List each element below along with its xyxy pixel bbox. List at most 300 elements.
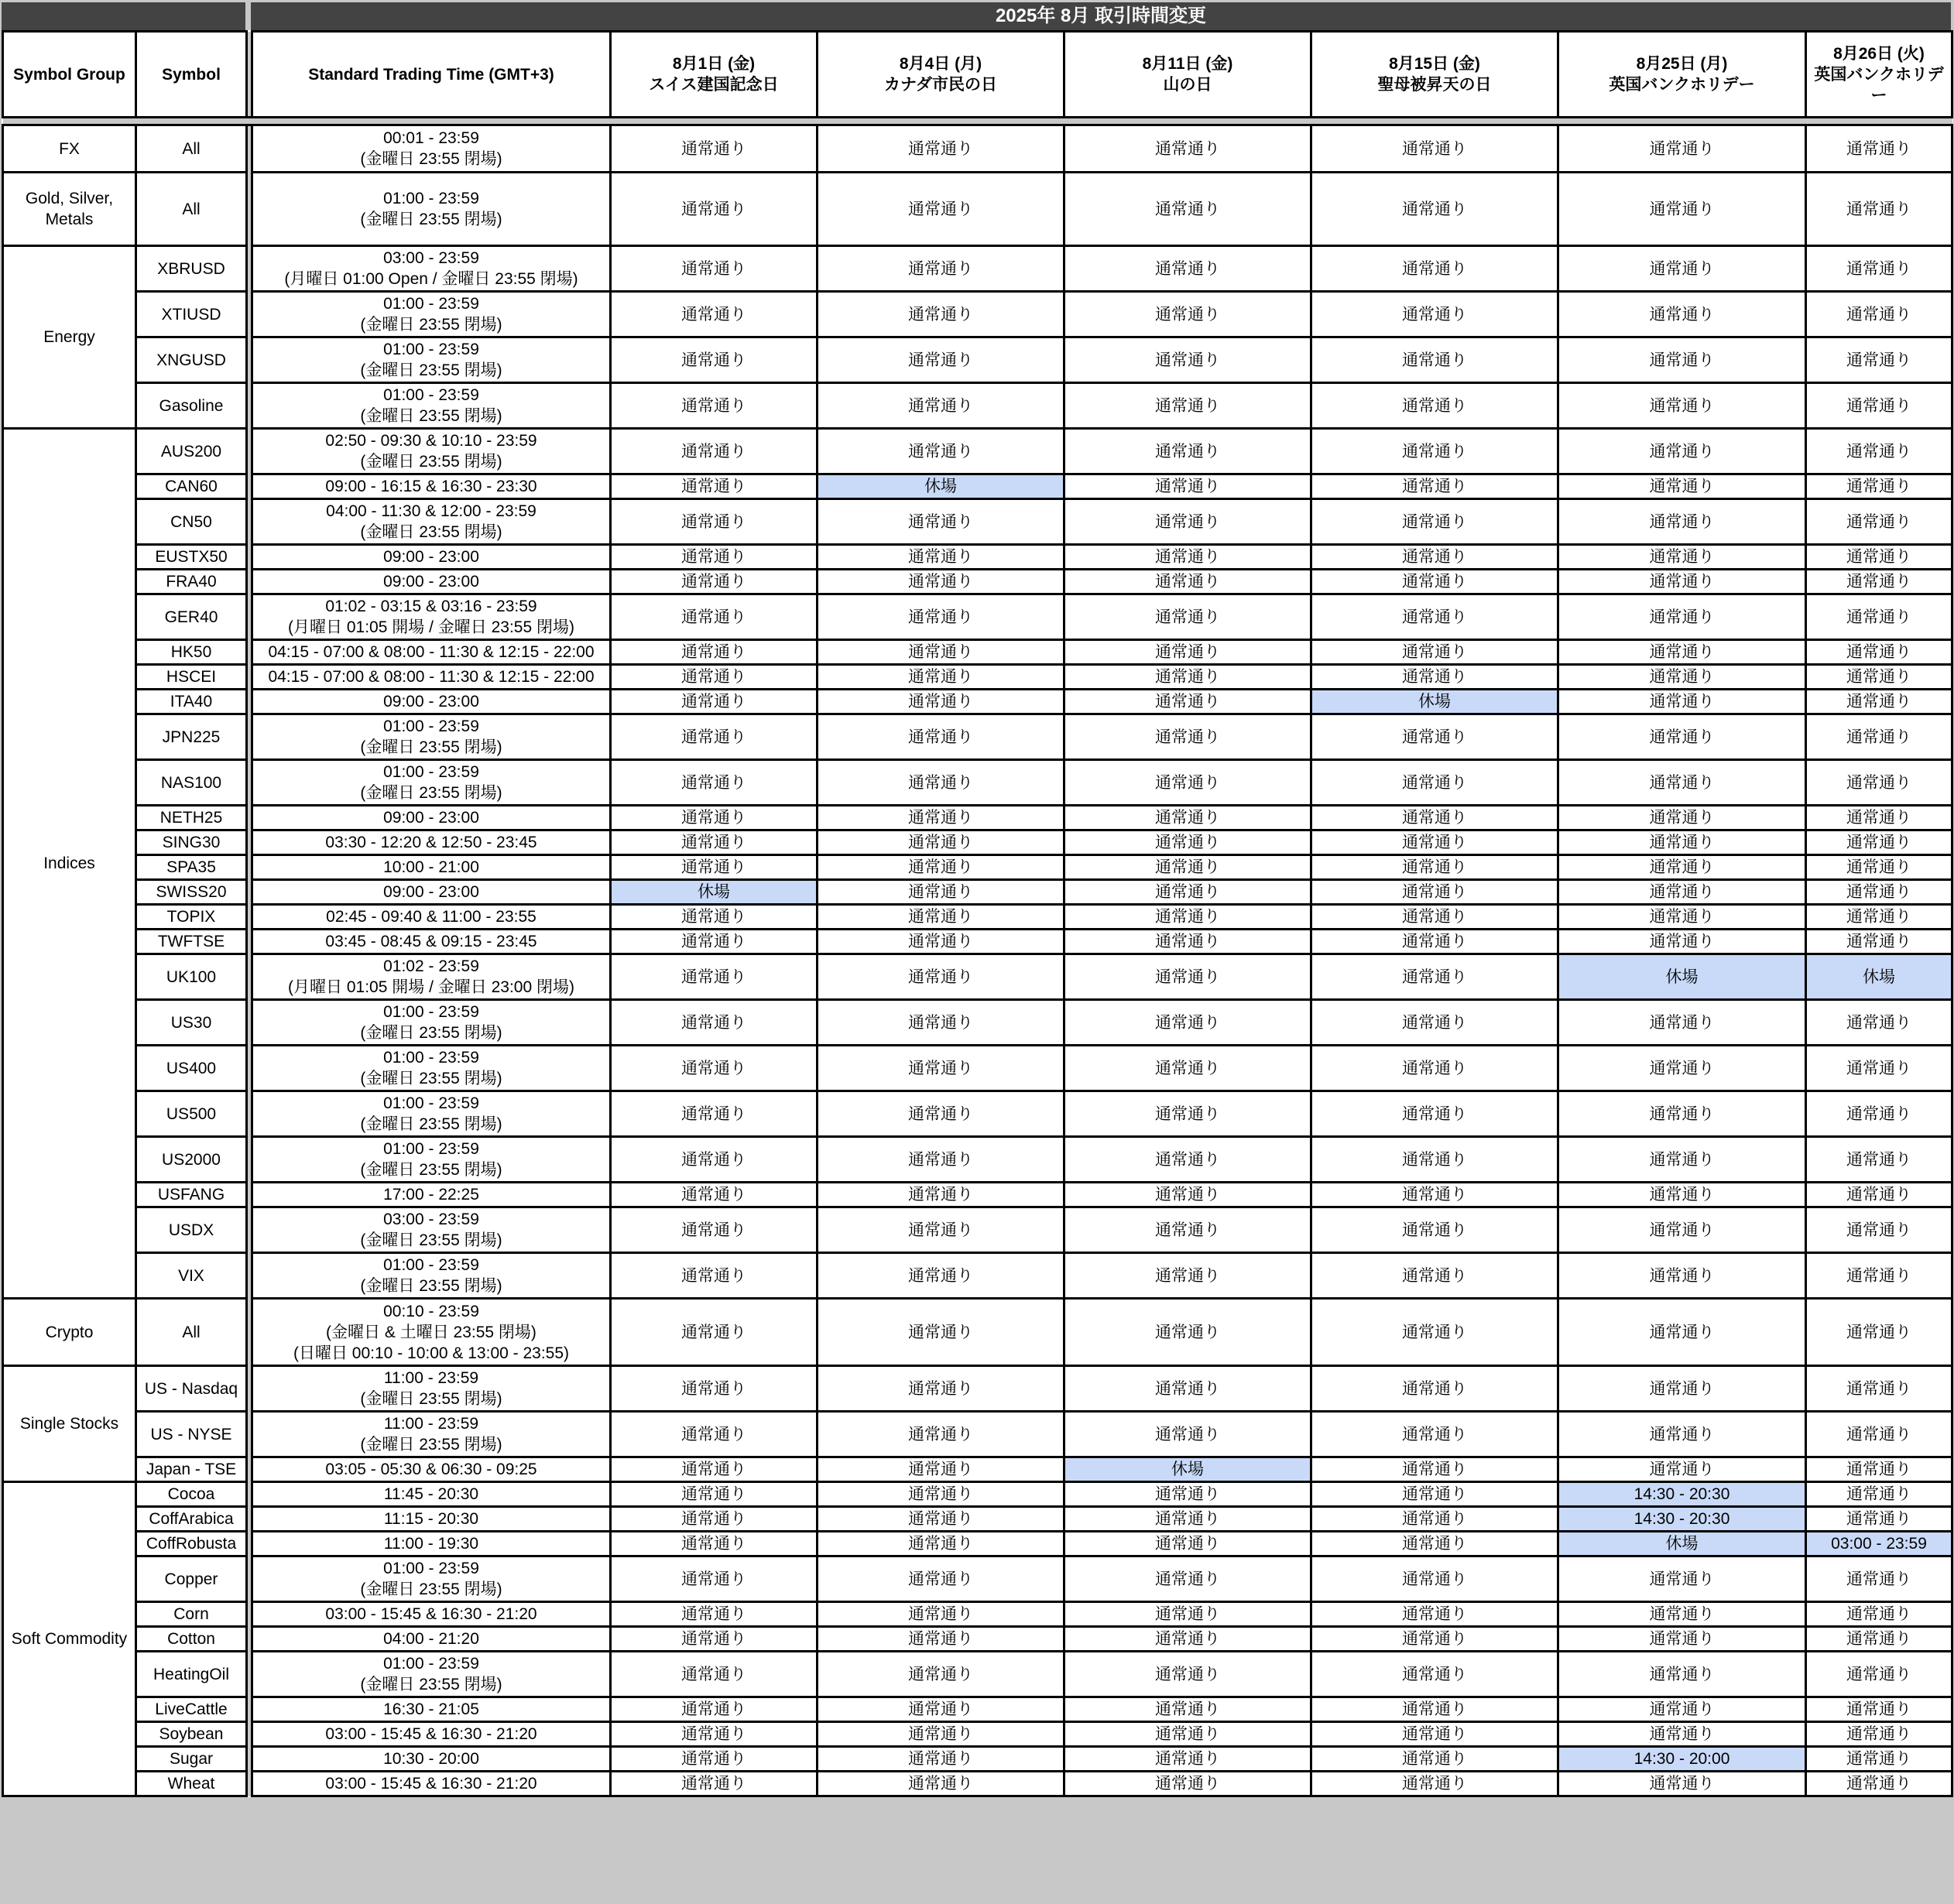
holiday-status-cell: 通常通り <box>1558 1137 1806 1183</box>
standard-time-line: (金曜日 23:55 閉場) <box>360 738 502 756</box>
table-row <box>3 806 1952 830</box>
holiday-date: 8月26日 (火) <box>1833 44 1925 63</box>
standard-time-cell <box>252 1772 611 1796</box>
symbol-cell: TOPIX <box>136 905 247 930</box>
holiday-status-cell: 通常通り <box>611 1652 818 1697</box>
holiday-status-cell: 通常通り <box>818 1722 1064 1747</box>
holiday-status-cell: 通常通り <box>1558 930 1806 954</box>
column-divider <box>247 1747 252 1772</box>
symbol-cell: XNGUSD <box>136 337 247 383</box>
column-divider <box>247 1137 252 1183</box>
symbol-cell: XBRUSD <box>136 246 247 292</box>
holiday-status-cell: 通常通り <box>1558 1253 1806 1299</box>
standard-time-cell <box>252 880 611 905</box>
holiday-status-cell: 通常通り <box>611 640 818 665</box>
holiday-status-cell: 通常通り <box>818 690 1064 714</box>
standard-time-line: 03:05 - 05:30 & 06:30 - 09:25 <box>325 1461 537 1478</box>
holiday-status-cell: 通常通り <box>1558 1722 1806 1747</box>
standard-time-line: 09:00 - 23:00 <box>383 693 479 711</box>
header-divider <box>3 118 1952 125</box>
holiday-status-cell: 通常通り <box>1311 1747 1558 1772</box>
standard-time-cell <box>252 337 611 383</box>
table-row <box>3 1046 1952 1091</box>
column-divider <box>247 640 252 665</box>
holiday-status-cell: 通常通り <box>611 1556 818 1602</box>
holiday-status-cell: 通常通り <box>611 1412 818 1457</box>
standard-time-line: (金曜日 23:55 閉場) <box>360 523 502 541</box>
holiday-status-cell: 通常通り <box>818 830 1064 855</box>
trading-hours-table <box>2 30 1953 1797</box>
holiday-status-cell: 通常通り <box>1806 1000 1952 1046</box>
standard-time-line: 01:02 - 03:15 & 03:16 - 23:59 <box>325 598 537 615</box>
holiday-status-cell: 通常通り <box>1806 1457 1952 1482</box>
table-row <box>3 1299 1952 1366</box>
holiday-status-cell: 通常通り <box>818 880 1064 905</box>
header-holiday-6 <box>1806 32 1952 118</box>
holiday-date: 8月11日 (金) <box>1142 55 1233 73</box>
table-row <box>3 1253 1952 1299</box>
table-row <box>3 545 1952 570</box>
standard-time-line: (金曜日 23:55 閉場) <box>360 1231 502 1249</box>
holiday-status-cell: 通常通り <box>1311 1137 1558 1183</box>
standard-time-line: 09:00 - 23:00 <box>383 573 479 591</box>
holiday-status-cell: 通常通り <box>1064 1091 1311 1137</box>
column-divider <box>247 855 252 880</box>
holiday-status-cell: 通常通り <box>818 429 1064 474</box>
holiday-status-cell: 通常通り <box>1064 1137 1311 1183</box>
holiday-status-cell: 通常通り <box>1806 1091 1952 1137</box>
column-divider <box>247 830 252 855</box>
holiday-status-cell: 通常通り <box>1806 880 1952 905</box>
holiday-status-cell: 通常通り <box>818 1652 1064 1697</box>
holiday-status-cell: 通常通り <box>1311 905 1558 930</box>
header-holiday-2 <box>818 32 1064 118</box>
holiday-status-cell: 通常通り <box>818 1366 1064 1412</box>
standard-time-cell <box>252 1627 611 1652</box>
standard-time-line: (金曜日 23:55 閉場) <box>360 1070 502 1087</box>
standard-time-line: 09:00 - 23:00 <box>383 548 479 566</box>
holiday-name: 英国バンクホリデー <box>1609 76 1755 94</box>
column-divider <box>247 954 252 1000</box>
standard-time-line: 01:00 - 23:59 <box>383 190 479 207</box>
column-divider <box>247 499 252 545</box>
column-divider <box>247 665 252 690</box>
holiday-status-changed: 休場 <box>818 474 1064 499</box>
holiday-status-changed: 03:00 - 23:59 <box>1806 1532 1952 1556</box>
holiday-status-cell: 通常通り <box>1558 1183 1806 1207</box>
table-row <box>3 830 1952 855</box>
table-row <box>3 1652 1952 1697</box>
holiday-status-cell: 通常通り <box>1064 640 1311 665</box>
standard-time-cell <box>252 173 611 246</box>
holiday-status-cell: 通常通り <box>1558 173 1806 246</box>
symbol-cell: EUSTX50 <box>136 545 247 570</box>
holiday-status-cell: 通常通り <box>1806 640 1952 665</box>
symbol-cell: Gasoline <box>136 383 247 429</box>
holiday-status-cell: 通常通り <box>1064 1507 1311 1532</box>
table-row <box>3 1482 1952 1507</box>
holiday-status-cell: 通常通り <box>611 1722 818 1747</box>
holiday-status-cell: 通常通り <box>611 1627 818 1652</box>
holiday-status-cell: 通常通り <box>818 1457 1064 1482</box>
holiday-status-cell: 通常通り <box>611 1299 818 1366</box>
holiday-status-cell: 通常通り <box>818 570 1064 594</box>
holiday-status-cell: 通常通り <box>611 429 818 474</box>
holiday-status-cell: 通常通り <box>1558 246 1806 292</box>
symbol-cell: US - NYSE <box>136 1412 247 1457</box>
standard-time-cell <box>252 930 611 954</box>
symbol-group-cell: Crypto <box>3 1299 136 1366</box>
symbol-cell: Corn <box>136 1602 247 1627</box>
holiday-status-cell: 通常通り <box>1311 954 1558 1000</box>
table-row <box>3 930 1952 954</box>
holiday-status-cell: 通常通り <box>611 337 818 383</box>
standard-time-cell <box>252 1722 611 1747</box>
holiday-status-cell: 通常通り <box>1064 429 1311 474</box>
holiday-status-cell: 通常通り <box>1064 292 1311 337</box>
table-row <box>3 125 1952 173</box>
standard-time-cell <box>252 690 611 714</box>
standard-time-cell <box>252 1602 611 1627</box>
holiday-status-cell: 通常通り <box>1558 429 1806 474</box>
holiday-status-cell: 通常通り <box>1311 429 1558 474</box>
holiday-status-cell: 通常通り <box>818 1747 1064 1772</box>
holiday-status-cell: 通常通り <box>818 499 1064 545</box>
holiday-status-cell: 通常通り <box>1558 1207 1806 1253</box>
holiday-status-cell: 通常通り <box>611 1046 818 1091</box>
holiday-status-changed: 休場 <box>1806 954 1952 1000</box>
holiday-status-cell: 通常通り <box>1311 337 1558 383</box>
holiday-status-cell: 通常通り <box>1064 1602 1311 1627</box>
symbol-cell: GER40 <box>136 594 247 640</box>
holiday-status-changed: 休場 <box>1558 1532 1806 1556</box>
symbol-cell: Cocoa <box>136 1482 247 1507</box>
symbol-cell: SPA35 <box>136 855 247 880</box>
holiday-status-cell: 通常通り <box>818 954 1064 1000</box>
holiday-date: 8月4日 (月) <box>899 55 982 73</box>
column-divider <box>247 1772 252 1796</box>
holiday-status-cell: 通常通り <box>1311 1457 1558 1482</box>
symbol-cell: US30 <box>136 1000 247 1046</box>
holiday-status-cell: 通常通り <box>1064 806 1311 830</box>
holiday-status-cell: 通常通り <box>1806 1652 1952 1697</box>
standard-time-line: (日曜日 00:10 - 10:00 & 13:00 - 23:55) <box>293 1344 570 1362</box>
holiday-status-cell: 通常通り <box>1806 1556 1952 1602</box>
symbol-cell: All <box>136 1299 247 1366</box>
symbol-cell: CN50 <box>136 499 247 545</box>
column-divider <box>247 32 252 118</box>
holiday-status-cell: 通常通り <box>1558 806 1806 830</box>
holiday-name: 英国バンクホリデー <box>1814 65 1944 104</box>
symbol-cell: Copper <box>136 1556 247 1602</box>
holiday-status-cell: 通常通り <box>611 954 818 1000</box>
holiday-status-cell: 通常通り <box>1311 545 1558 570</box>
holiday-date: 8月25日 (月) <box>1636 55 1728 73</box>
holiday-status-cell: 通常通り <box>1558 1091 1806 1137</box>
table-row <box>3 760 1952 806</box>
standard-time-line: 01:00 - 23:59 <box>383 386 479 404</box>
holiday-status-cell: 通常通り <box>1558 1299 1806 1366</box>
standard-time-cell <box>252 665 611 690</box>
holiday-status-cell: 通常通り <box>1806 383 1952 429</box>
symbol-cell: US - Nasdaq <box>136 1366 247 1412</box>
holiday-status-cell: 通常通り <box>1311 383 1558 429</box>
holiday-status-cell: 通常通り <box>1558 499 1806 545</box>
holiday-status-cell: 通常通り <box>611 1207 818 1253</box>
holiday-status-cell: 通常通り <box>818 905 1064 930</box>
standard-time-line: 00:01 - 23:59 <box>383 129 479 147</box>
standard-time-cell <box>252 830 611 855</box>
holiday-status-cell: 通常通り <box>1558 640 1806 665</box>
table-row <box>3 640 1952 665</box>
standard-time-line: 11:15 - 20:30 <box>383 1510 479 1528</box>
holiday-status-cell: 通常通り <box>818 714 1064 760</box>
header-holiday-5 <box>1558 32 1806 118</box>
standard-time-cell <box>252 1507 611 1532</box>
holiday-status-cell: 通常通り <box>1064 173 1311 246</box>
holiday-status-cell: 通常通り <box>818 1000 1064 1046</box>
holiday-status-cell: 通常通り <box>1064 1697 1311 1722</box>
symbol-cell: JPN225 <box>136 714 247 760</box>
holiday-status-cell: 通常通り <box>818 855 1064 880</box>
holiday-status-cell: 通常通り <box>1311 1532 1558 1556</box>
table-row <box>3 1183 1952 1207</box>
holiday-status-cell: 通常通り <box>1806 570 1952 594</box>
holiday-status-cell: 通常通り <box>1311 806 1558 830</box>
holiday-status-cell: 通常通り <box>1064 830 1311 855</box>
holiday-status-cell: 通常通り <box>1558 1652 1806 1697</box>
column-divider <box>247 429 252 474</box>
standard-time-line: 03:00 - 23:59 <box>383 249 479 267</box>
holiday-status-cell: 通常通り <box>611 246 818 292</box>
column-divider <box>247 474 252 499</box>
column-divider <box>247 1532 252 1556</box>
standard-time-cell <box>252 640 611 665</box>
standard-time-cell <box>252 429 611 474</box>
symbol-cell: HeatingOil <box>136 1652 247 1697</box>
holiday-status-cell: 通常通り <box>1311 1207 1558 1253</box>
holiday-status-cell: 通常通り <box>1558 830 1806 855</box>
symbol-cell: FRA40 <box>136 570 247 594</box>
holiday-status-cell: 通常通り <box>1558 292 1806 337</box>
holiday-status-cell: 通常通り <box>1064 1482 1311 1507</box>
holiday-status-changed: 14:30 - 20:30 <box>1558 1507 1806 1532</box>
holiday-status-cell: 通常通り <box>1806 1412 1952 1457</box>
holiday-status-cell: 通常通り <box>1064 1299 1311 1366</box>
holiday-status-cell: 通常通り <box>1311 930 1558 954</box>
holiday-status-cell: 通常通り <box>1311 1183 1558 1207</box>
holiday-status-cell: 通常通り <box>818 1556 1064 1602</box>
holiday-status-cell: 通常通り <box>611 1602 818 1627</box>
standard-time-cell <box>252 1652 611 1697</box>
holiday-status-cell: 通常通り <box>1311 714 1558 760</box>
holiday-status-cell: 通常通り <box>611 855 818 880</box>
standard-time-cell <box>252 1482 611 1507</box>
column-divider <box>247 1253 252 1299</box>
holiday-name: 聖母被昇天の日 <box>1377 76 1492 94</box>
holiday-status-cell: 通常通り <box>818 1627 1064 1652</box>
standard-time-cell <box>252 1412 611 1457</box>
standard-time-line: 03:30 - 12:20 & 12:50 - 23:45 <box>325 834 537 851</box>
standard-time-line: 00:10 - 23:59 <box>383 1302 479 1320</box>
holiday-status-cell: 通常通り <box>818 1183 1064 1207</box>
holiday-status-cell: 通常通り <box>1558 665 1806 690</box>
symbol-cell: VIX <box>136 1253 247 1299</box>
holiday-status-cell: 通常通り <box>1311 855 1558 880</box>
holiday-status-cell: 通常通り <box>611 1507 818 1532</box>
holiday-status-cell: 通常通り <box>1064 1627 1311 1652</box>
standard-time-cell <box>252 1091 611 1137</box>
holiday-status-cell: 通常通り <box>1064 930 1311 954</box>
table-row <box>3 1137 1952 1183</box>
holiday-status-cell: 通常通り <box>1806 1207 1952 1253</box>
holiday-status-cell: 通常通り <box>1064 570 1311 594</box>
holiday-status-cell: 通常通り <box>1311 125 1558 173</box>
holiday-status-cell: 通常通り <box>818 1046 1064 1091</box>
holiday-status-cell: 通常通り <box>1311 1722 1558 1747</box>
holiday-status-cell: 通常通り <box>1064 905 1311 930</box>
column-divider <box>247 125 252 173</box>
table-row <box>3 429 1952 474</box>
standard-time-line: (月曜日 01:05 開場 / 金曜日 23:00 閉場) <box>288 978 574 996</box>
symbol-cell: US400 <box>136 1046 247 1091</box>
holiday-status-cell: 通常通り <box>1311 246 1558 292</box>
holiday-status-cell: 通常通り <box>1311 1507 1558 1532</box>
holiday-status-cell: 通常通り <box>1311 1772 1558 1796</box>
symbol-group-cell: Indices <box>3 429 136 1299</box>
standard-time-line: 09:00 - 16:15 & 16:30 - 23:30 <box>325 478 537 495</box>
holiday-status-cell: 通常通り <box>818 640 1064 665</box>
standard-time-line: 11:45 - 20:30 <box>383 1485 479 1503</box>
table-row <box>3 1747 1952 1772</box>
standard-time-line: 17:00 - 22:25 <box>383 1186 479 1204</box>
holiday-status-cell: 通常通り <box>1806 246 1952 292</box>
symbol-cell: US500 <box>136 1091 247 1137</box>
holiday-status-cell: 通常通り <box>1558 1627 1806 1652</box>
holiday-status-cell: 通常通り <box>611 830 818 855</box>
standard-time-line: (月曜日 01:05 開場 / 金曜日 23:55 閉場) <box>288 618 574 636</box>
holiday-status-cell: 通常通り <box>611 292 818 337</box>
holiday-status-cell: 通常通り <box>611 930 818 954</box>
symbol-cell: UK100 <box>136 954 247 1000</box>
standard-time-cell <box>252 292 611 337</box>
standard-time-line: (金曜日 23:55 閉場) <box>360 361 502 379</box>
holiday-status-cell: 通常通り <box>1558 1697 1806 1722</box>
holiday-status-cell: 通常通り <box>1311 1253 1558 1299</box>
table-row <box>3 880 1952 905</box>
holiday-status-cell: 通常通り <box>1064 337 1311 383</box>
symbol-cell: XTIUSD <box>136 292 247 337</box>
table-row <box>3 1772 1952 1796</box>
standard-time-cell <box>252 855 611 880</box>
standard-time-line: 03:00 - 15:45 & 16:30 - 21:20 <box>325 1725 537 1743</box>
standard-time-cell <box>252 954 611 1000</box>
holiday-status-cell: 通常通り <box>1558 714 1806 760</box>
holiday-status-cell: 通常通り <box>1558 1000 1806 1046</box>
standard-time-line: 01:00 - 23:59 <box>383 1655 479 1673</box>
table-body <box>3 125 1952 1796</box>
holiday-status-cell: 通常通り <box>1806 173 1952 246</box>
standard-time-line: 16:30 - 21:05 <box>383 1700 479 1718</box>
column-divider <box>247 1602 252 1627</box>
holiday-status-cell: 通常通り <box>1311 594 1558 640</box>
table-row <box>3 954 1952 1000</box>
table-row <box>3 292 1952 337</box>
standard-time-cell <box>252 570 611 594</box>
symbol-cell: US2000 <box>136 1137 247 1183</box>
holiday-status-cell: 通常通り <box>1311 1652 1558 1697</box>
column-divider <box>247 1091 252 1137</box>
holiday-status-cell: 通常通り <box>611 1532 818 1556</box>
standard-time-line: 02:45 - 09:40 & 11:00 - 23:55 <box>326 908 536 926</box>
holiday-status-cell: 通常通り <box>611 1747 818 1772</box>
holiday-status-cell: 通常通り <box>611 1253 818 1299</box>
standard-time-line: 01:00 - 23:59 <box>383 1003 479 1021</box>
standard-time-cell <box>252 905 611 930</box>
table-row <box>3 1556 1952 1602</box>
standard-time-cell <box>252 474 611 499</box>
holiday-status-changed: 休場 <box>1558 954 1806 1000</box>
holiday-status-changed: 14:30 - 20:30 <box>1558 1482 1806 1507</box>
column-divider <box>247 714 252 760</box>
holiday-status-cell: 通常通り <box>818 125 1064 173</box>
standard-time-line: 01:00 - 23:59 <box>383 341 479 358</box>
symbol-cell: LiveCattle <box>136 1697 247 1722</box>
holiday-status-cell: 通常通り <box>1806 930 1952 954</box>
holiday-status-cell: 通常通り <box>818 1602 1064 1627</box>
holiday-status-cell: 通常通り <box>818 246 1064 292</box>
symbol-cell: All <box>136 125 247 173</box>
standard-time-cell <box>252 806 611 830</box>
holiday-status-cell: 通常通り <box>1064 760 1311 806</box>
holiday-status-cell: 通常通り <box>1311 1556 1558 1602</box>
holiday-status-cell: 通常通り <box>1558 905 1806 930</box>
holiday-status-cell: 通常通り <box>1806 1722 1952 1747</box>
symbol-cell: USDX <box>136 1207 247 1253</box>
standard-time-line: (金曜日 23:55 閉場) <box>360 211 502 228</box>
holiday-status-cell: 通常通り <box>818 1207 1064 1253</box>
table-row <box>3 570 1952 594</box>
holiday-status-cell: 通常通り <box>611 499 818 545</box>
standard-time-cell <box>252 1046 611 1091</box>
column-divider <box>247 1207 252 1253</box>
holiday-status-cell: 通常通り <box>1064 1000 1311 1046</box>
standard-time-line: 09:00 - 23:00 <box>383 883 479 901</box>
table-row <box>3 1697 1952 1722</box>
table-row <box>3 474 1952 499</box>
standard-time-cell <box>252 1207 611 1253</box>
holiday-status-cell: 通常通り <box>1806 760 1952 806</box>
table-row <box>3 1207 1952 1253</box>
holiday-status-cell: 通常通り <box>1064 1772 1311 1796</box>
column-divider <box>247 570 252 594</box>
holiday-date: 8月1日 (金) <box>672 55 756 73</box>
table-row <box>3 383 1952 429</box>
holiday-status-cell: 通常通り <box>818 1482 1064 1507</box>
holiday-status-cell: 通常通り <box>1806 292 1952 337</box>
column-divider <box>247 1299 252 1366</box>
standard-time-line: 03:00 - 23:59 <box>383 1211 479 1228</box>
symbol-cell: Wheat <box>136 1772 247 1796</box>
table-row <box>3 1000 1952 1046</box>
holiday-status-cell: 通常通り <box>1311 1412 1558 1457</box>
holiday-status-cell: 通常通り <box>1806 474 1952 499</box>
standard-time-line: (金曜日 23:55 閉場) <box>360 1676 502 1693</box>
holiday-status-cell: 通常通り <box>611 1482 818 1507</box>
holiday-status-cell: 通常通り <box>1558 760 1806 806</box>
holiday-status-cell: 通常通り <box>1064 1722 1311 1747</box>
holiday-status-cell: 通常通り <box>611 1091 818 1137</box>
